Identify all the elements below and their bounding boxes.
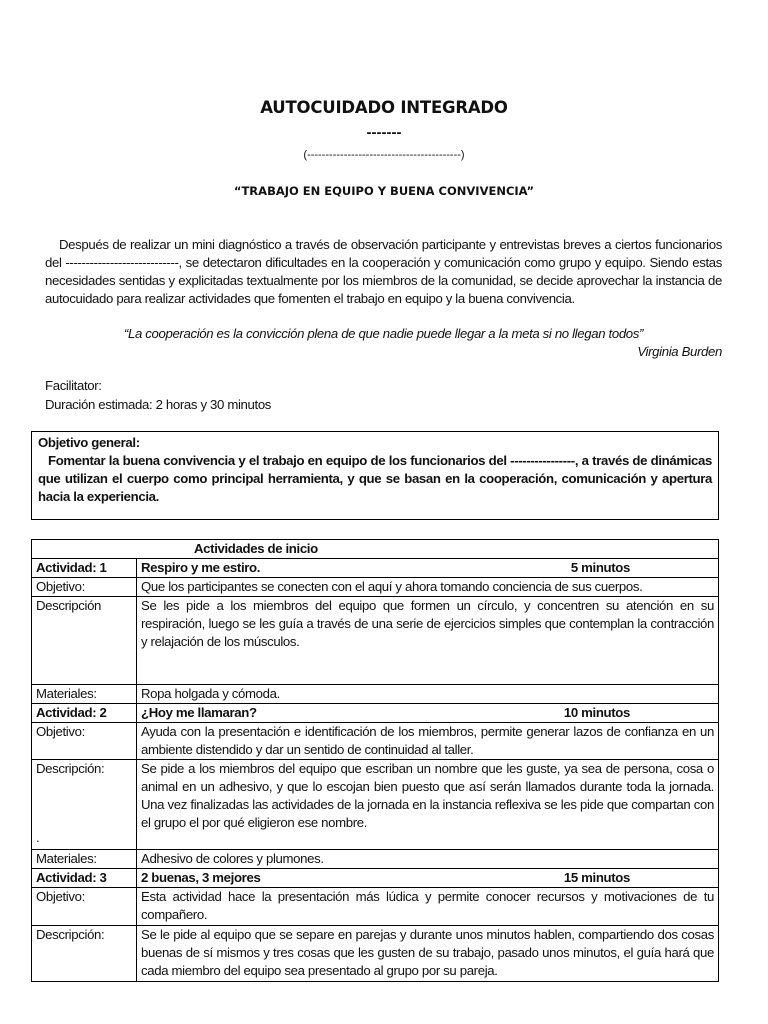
- activity-2-description-mark: .: [36, 830, 40, 845]
- activity-2-objective-label: Objetivo:: [32, 723, 137, 760]
- activity-3-objective: Esta actividad hace la presentación más lúdica y permite conocer recursos y motivaciones de tu compañero.: [137, 888, 719, 926]
- general-objective-label: Objetivo general:: [38, 435, 140, 450]
- facilitator-label: Facilitator:: [45, 378, 102, 393]
- activity-2-description-cell: [32, 760, 137, 850]
- activity-3-objective-label: Objetivo:: [32, 888, 137, 926]
- activity-2-title: ¿Hoy me llamaran?: [141, 705, 257, 720]
- activity-3-title: 2 buenas, 3 mejores: [141, 870, 261, 885]
- document-subtitle: “TRABAJO EN EQUIPO Y BUENA CONVIVENCIA”: [233, 184, 535, 198]
- activity-2-objective: Ayuda con la presentación e identificación de los miembros, permite generar lazos de confianza en un ambiente distendido y dar un sentido de continuidad al taller.: [137, 723, 719, 760]
- title-placeholder: (------------------------------------------): [303, 149, 465, 161]
- activity-3-duration: 15 minutos: [563, 870, 630, 885]
- activity-1-description: Se les pide a los miembros del equipo que formen un círculo, y concentren su atención en su respiración, luego se les guía a través de una serie de ejercicios simples que contemplan la contracción y relajación de los músculos.: [137, 597, 719, 685]
- activity-2-materials-label: Materiales:: [32, 850, 137, 869]
- activities-table: [31, 539, 719, 982]
- title-dashes: -------: [366, 124, 402, 141]
- general-objective-text: Fomentar la buena convivencia y el trabajo en equipo de los funcionarios del ----------------, a través de dinámicas que utilizan el cuerpo como principal herramienta, y que se basan en la cooperación, comunicación y apertura hacia la experiencia.: [38, 453, 712, 504]
- activity-1-description-label: Descripción: [32, 597, 137, 685]
- activity-1-duration: 5 minutos: [570, 560, 630, 575]
- general-objective-box: [31, 431, 719, 520]
- activity-1-materials: Ropa holgada y cómoda.: [137, 685, 719, 704]
- activity-3-description: Se le pide al equipo que se separe en parejas y durante unos minutos hablen, compartiendo dos cosas buenas de sí mismos y tres cosas que les gusten de su trabajo, pasado unos minutos, el guía hará que cada miembro del equipo sea presentado al grupo por su pareja.: [137, 926, 719, 982]
- activity-1-materials-label: Materiales:: [32, 685, 137, 704]
- activity-2-description: Se pide a los miembros del equipo que escriban un nombre que les guste, ya sea de persona, cosa o animal en un adhesivo, y que lo escojan bien puesto que así serán llamados durante toda la jornada. Una vez finalizadas las actividades de la jornada en la instancia reflexiva se les pide que compartan con el grupo el por qué eligieron ese nombre.: [137, 760, 719, 850]
- activity-2-label: Actividad: 2: [32, 704, 137, 723]
- activity-2-duration: 10 minutos: [563, 705, 630, 720]
- activity-1-label: Actividad: 1: [32, 559, 137, 578]
- intro-paragraph: Después de realizar un mini diagnóstico a través de observación participante y entrevistas breves a ciertos funcionarios del ----------------------------, se detectaron dificultades en la cooperación y comunicación como grupo y equipo. Siendo estas necesidades sentidas y explicitadas textualmente por los miembros de la comunidad, se decide aprovechar la instancia de autocuidado para realizar actividades que fomenten el trabajo en equipo y la buena convivencia.: [45, 237, 722, 306]
- activity-3-label: Actividad: 3: [32, 869, 137, 888]
- quote-text: “La cooperación es la convicción plena de que nadie puede llegar a la meta si no llegan todos”: [123, 326, 644, 341]
- activity-2-description-label: Descripción:: [36, 761, 105, 776]
- activity-1-title: Respiro y me estiro.: [141, 560, 261, 575]
- activity-1-objective: Que los participantes se conecten con el aquí y ahora tomando conciencia de sus cuerpos.: [137, 578, 719, 597]
- document-title: AUTOCUIDADO INTEGRADO: [260, 98, 508, 117]
- activities-section-title: Actividades de inicio: [32, 540, 719, 559]
- activity-2-materials: Adhesivo de colores y plumones.: [137, 850, 719, 869]
- quote-author: Virginia Burden: [637, 344, 722, 359]
- activity-3-description-label: Descripción:: [32, 926, 137, 982]
- estimated-duration: Duración estimada: 2 horas y 30 minutos: [45, 397, 272, 412]
- activity-1-objective-label: Objetivo:: [32, 578, 137, 597]
